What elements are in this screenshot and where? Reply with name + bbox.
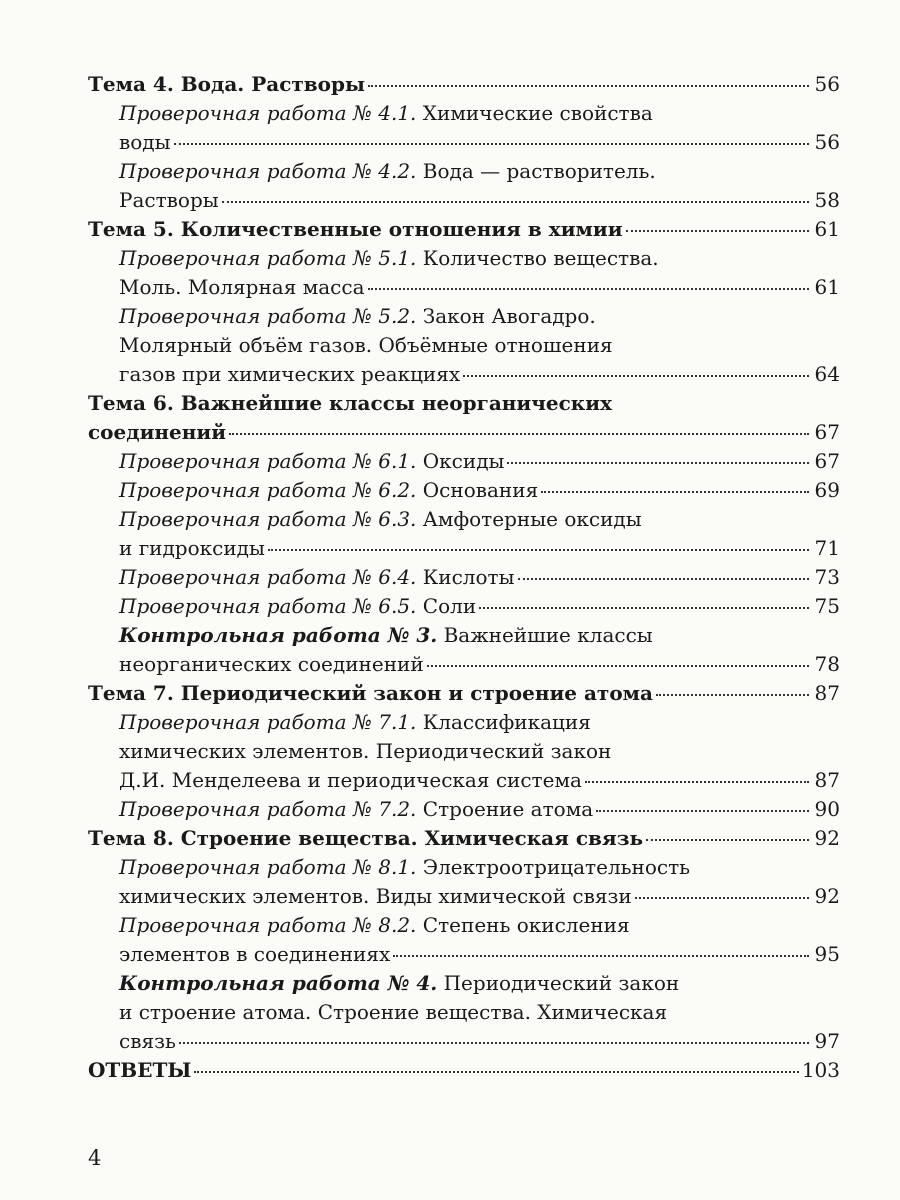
toc-entry-text bbox=[119, 186, 219, 215]
toc-entry-lead: Проверочная работа № 6.4. bbox=[119, 565, 417, 589]
toc-entry-line: соединений bbox=[88, 420, 227, 444]
toc-entry-text bbox=[119, 563, 515, 592]
dot-leader bbox=[393, 955, 809, 957]
dot-leader bbox=[222, 201, 809, 203]
toc-page-number: 97 bbox=[814, 1029, 840, 1053]
toc-entry-line: и гидроксиды bbox=[119, 536, 265, 560]
page-number: 4 bbox=[88, 1146, 102, 1170]
toc-topic-entry bbox=[88, 679, 840, 708]
toc-entry-line: химических элементов. Виды химической связи bbox=[119, 884, 632, 908]
toc-entry-text bbox=[119, 913, 630, 937]
toc-entry-line: Молярный объём газов. Объёмные отношения bbox=[119, 333, 613, 357]
toc-page-number: 67 bbox=[814, 449, 840, 473]
dot-leader bbox=[596, 810, 809, 812]
toc-page-number: 92 bbox=[814, 884, 840, 908]
dot-leader bbox=[541, 491, 809, 493]
toc-subentry bbox=[88, 969, 840, 1056]
toc-page-number: 58 bbox=[814, 188, 840, 212]
toc-entry-lead: Проверочная работа № 7.1. bbox=[119, 710, 417, 734]
toc-entry-line: Важнейшие классы bbox=[437, 623, 653, 647]
toc-entry-text bbox=[119, 101, 653, 125]
toc-entry-text bbox=[119, 304, 596, 328]
toc-entry-line: Растворы bbox=[119, 188, 219, 212]
toc-entry-line: Соли bbox=[416, 594, 477, 618]
toc-entry-text bbox=[119, 882, 632, 911]
toc-page-number: 64 bbox=[814, 362, 840, 386]
dot-leader bbox=[507, 462, 809, 464]
dot-leader bbox=[585, 781, 809, 783]
toc-entry-line: неорганических соединений bbox=[119, 652, 424, 676]
toc-entry-line: связь bbox=[119, 1029, 176, 1053]
toc-entry-text bbox=[88, 1056, 191, 1085]
toc-entry-line: Тема 4. Вода. Растворы bbox=[88, 72, 366, 96]
dot-leader bbox=[194, 1071, 798, 1073]
toc-page-number: 92 bbox=[814, 826, 840, 850]
toc-entry-line: элементов в соединениях bbox=[119, 942, 391, 966]
toc-entry-text bbox=[119, 971, 679, 995]
toc-entry-line: Основания bbox=[416, 478, 539, 502]
toc-subentry bbox=[88, 476, 840, 505]
toc-subentry bbox=[88, 621, 840, 679]
toc-entry-lead: Проверочная работа № 6.5. bbox=[119, 594, 417, 618]
toc-page-number: 95 bbox=[814, 942, 840, 966]
toc-page-number: 56 bbox=[814, 130, 840, 154]
toc-entry-line: Химические свойства bbox=[416, 101, 653, 125]
dot-leader bbox=[626, 230, 809, 232]
toc-page-number: 67 bbox=[814, 420, 840, 444]
toc-entry-lead: Проверочная работа № 8.1. bbox=[119, 855, 417, 879]
toc-entry-lead: Проверочная работа № 4.1. bbox=[119, 101, 417, 125]
toc-entry-text bbox=[119, 592, 476, 621]
toc-topic-entry bbox=[88, 389, 840, 447]
toc-entry-line: воды bbox=[119, 130, 171, 154]
toc-entry-line: Д.И. Менделеева и периодическая система bbox=[119, 768, 582, 792]
toc-entry-text bbox=[88, 70, 365, 99]
toc-entry-text bbox=[88, 824, 643, 853]
table-of-contents bbox=[88, 70, 840, 1085]
toc-entry-text bbox=[119, 795, 593, 824]
toc-subentry bbox=[88, 563, 840, 592]
toc-entry-lead: Проверочная работа № 7.2. bbox=[119, 797, 417, 821]
dot-leader bbox=[368, 85, 809, 87]
toc-topic-entry bbox=[88, 1056, 840, 1085]
toc-subentry bbox=[88, 911, 840, 969]
dot-leader bbox=[427, 665, 809, 667]
toc-entry-text bbox=[119, 710, 591, 734]
toc-entry-lead: Контрольная работа № 4. bbox=[119, 971, 438, 995]
toc-page-number: 61 bbox=[814, 217, 840, 241]
toc-entry-text bbox=[119, 476, 538, 505]
toc-page-number: 69 bbox=[814, 478, 840, 502]
dot-leader bbox=[174, 143, 809, 145]
toc-subentry bbox=[88, 708, 840, 795]
toc-entry-text bbox=[119, 128, 171, 157]
toc-entry-line: ОТВЕТЫ bbox=[88, 1058, 192, 1082]
toc-subentry bbox=[88, 592, 840, 621]
toc-subentry bbox=[88, 244, 840, 302]
toc-entry-text bbox=[119, 1000, 667, 1024]
toc-entry-line: Количество вещества. bbox=[416, 246, 659, 270]
toc-entry-line: Степень окисления bbox=[416, 913, 630, 937]
dot-leader bbox=[463, 375, 809, 377]
dot-leader bbox=[479, 607, 809, 609]
toc-entry-line: Тема 8. Строение вещества. Химическая связь bbox=[88, 826, 644, 850]
toc-entry-text bbox=[119, 159, 656, 183]
toc-entry-lead: Проверочная работа № 5.2. bbox=[119, 304, 417, 328]
toc-subentry bbox=[88, 447, 840, 476]
toc-entry-text bbox=[88, 215, 623, 244]
toc-entry-text bbox=[119, 273, 365, 302]
toc-entry-text bbox=[119, 333, 613, 357]
toc-subentry bbox=[88, 99, 840, 157]
toc-entry-text bbox=[119, 447, 504, 476]
toc-entry-line: Амфотерные оксиды bbox=[416, 507, 642, 531]
toc-entry-text bbox=[119, 739, 611, 763]
toc-entry-line: Тема 5. Количественные отношения в химии bbox=[88, 217, 623, 241]
toc-entry-text bbox=[88, 418, 226, 447]
toc-entry-line: Тема 6. Важнейшие классы неорганических bbox=[88, 391, 613, 415]
dot-leader bbox=[518, 578, 809, 580]
toc-entry-line: химических элементов. Периодический закон bbox=[119, 739, 612, 763]
toc-page-number: 87 bbox=[814, 681, 840, 705]
toc-entry-text bbox=[119, 650, 424, 679]
toc-entry-text bbox=[119, 360, 460, 389]
toc-entry-text bbox=[88, 391, 612, 415]
toc-entry-lead: Проверочная работа № 4.2. bbox=[119, 159, 417, 183]
toc-entry-text bbox=[119, 766, 582, 795]
toc-topic-entry bbox=[88, 824, 840, 853]
dot-leader bbox=[646, 839, 809, 841]
dot-leader bbox=[368, 288, 809, 290]
toc-entry-lead: Контрольная работа № 3. bbox=[119, 623, 438, 647]
toc-entry-text bbox=[119, 246, 659, 270]
toc-entry-text bbox=[119, 507, 642, 531]
toc-entry-line: Периодический закон bbox=[437, 971, 680, 995]
toc-page-number: 71 bbox=[814, 536, 840, 560]
toc-page-number: 75 bbox=[814, 594, 840, 618]
toc-subentry bbox=[88, 795, 840, 824]
toc-subentry bbox=[88, 505, 840, 563]
dot-leader bbox=[268, 549, 809, 551]
toc-entry-lead: Проверочная работа № 6.2. bbox=[119, 478, 417, 502]
toc-page-number: 103 bbox=[801, 1058, 840, 1082]
toc-entry-line: Электроотрицательность bbox=[416, 855, 691, 879]
toc-entry-line: Кислоты bbox=[416, 565, 515, 589]
toc-page-number: 56 bbox=[814, 72, 840, 96]
toc-entry-line: газов при химических реакциях bbox=[119, 362, 461, 386]
toc-entry-line: Вода — растворитель. bbox=[416, 159, 656, 183]
toc-entry-line: Строение атома bbox=[416, 797, 594, 821]
toc-page-number: 87 bbox=[814, 768, 840, 792]
toc-entry-line: и строение атома. Строение вещества. Химическая bbox=[119, 1000, 668, 1024]
dot-leader bbox=[635, 897, 809, 899]
toc-subentry bbox=[88, 853, 840, 911]
dot-leader bbox=[656, 694, 809, 696]
toc-entry-line: Оксиды bbox=[416, 449, 505, 473]
toc-entry-lead: Проверочная работа № 6.3. bbox=[119, 507, 417, 531]
toc-subentry bbox=[88, 302, 840, 389]
toc-entry-text bbox=[119, 623, 653, 647]
toc-subentry bbox=[88, 157, 840, 215]
toc-entry-text bbox=[119, 1027, 176, 1056]
toc-entry-lead: Проверочная работа № 8.2. bbox=[119, 913, 417, 937]
dot-leader bbox=[179, 1042, 809, 1044]
toc-entry-line: Классификация bbox=[416, 710, 591, 734]
toc-page-number: 73 bbox=[814, 565, 840, 589]
dot-leader bbox=[229, 433, 809, 435]
toc-entry-text bbox=[88, 679, 653, 708]
toc-topic-entry bbox=[88, 70, 840, 99]
toc-entry-line: Тема 7. Периодический закон и строение атома bbox=[88, 681, 653, 705]
toc-entry-text bbox=[119, 940, 390, 969]
toc-page-number: 90 bbox=[814, 797, 840, 821]
toc-entry-line: Моль. Молярная масса bbox=[119, 275, 365, 299]
toc-topic-entry bbox=[88, 215, 840, 244]
toc-entry-text bbox=[119, 855, 690, 879]
toc-entry-lead: Проверочная работа № 6.1. bbox=[119, 449, 417, 473]
toc-entry-lead: Проверочная работа № 5.1. bbox=[119, 246, 417, 270]
toc-page-number: 61 bbox=[814, 275, 840, 299]
toc-page-number: 78 bbox=[814, 652, 840, 676]
toc-entry-text bbox=[119, 534, 265, 563]
toc-entry-line: Закон Авогадро. bbox=[416, 304, 596, 328]
